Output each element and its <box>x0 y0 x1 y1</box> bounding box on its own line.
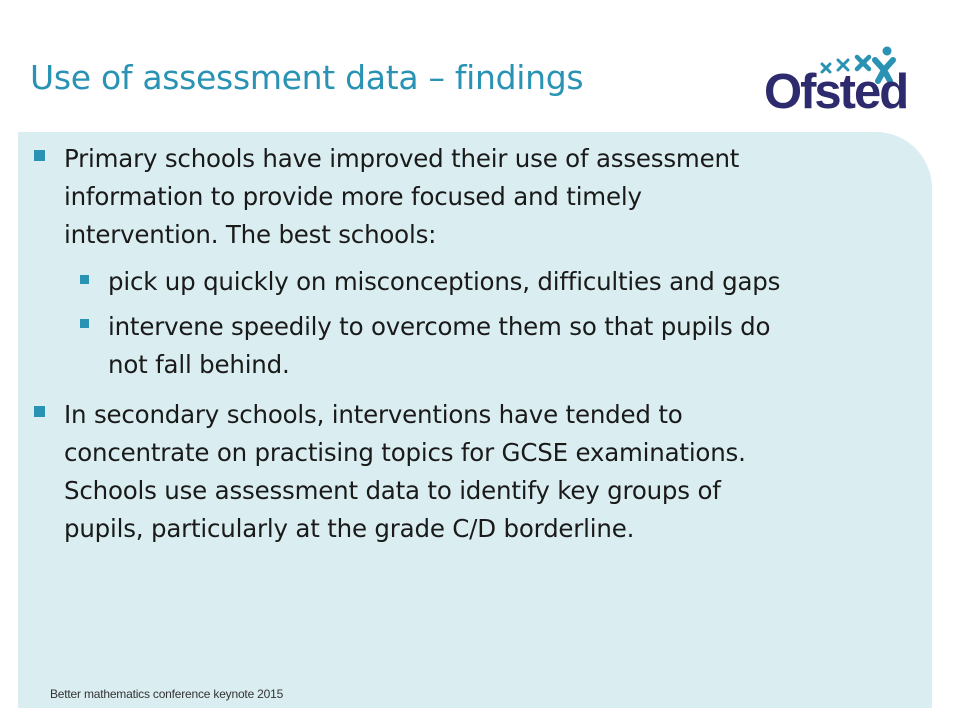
bullet-primary-schools <box>64 140 739 254</box>
bullet-line: Primary schools have improved their use of assessment <box>64 144 740 173</box>
sub-bullet-marker-icon <box>80 319 89 328</box>
bullet-marker-icon <box>34 406 45 417</box>
slide-footer: Better mathematics conference keynote 2015 <box>50 687 284 701</box>
bullet-line: pupils, particularly at the grade C/D borderline. <box>64 514 635 543</box>
bullet-line: Schools use assessment data to identify key groups of <box>64 476 721 505</box>
bullet-line: In secondary schools, interventions have tended to <box>64 400 683 429</box>
bullet-secondary-schools <box>64 396 746 548</box>
logo-wordmark: Ofsted <box>764 65 908 119</box>
ofsted-logo <box>762 44 912 124</box>
bullet-line: information to provide more focused and timely <box>64 182 642 211</box>
bullet-line: intervene speedily to overcome them so that pupils do <box>108 312 771 341</box>
slide-title: Use of assessment data – findings <box>30 58 584 97</box>
sub-bullet-misconceptions <box>108 263 780 301</box>
sub-bullet-intervene <box>108 308 770 384</box>
bullet-line: not fall behind. <box>108 350 290 379</box>
bullet-marker-icon <box>34 150 45 161</box>
bullet-line: pick up quickly on misconceptions, difficulties and gaps <box>108 267 781 296</box>
bullet-line: concentrate on practising topics for GCSE examinations. <box>64 438 746 467</box>
bullet-line: intervention. The best schools: <box>64 220 437 249</box>
sub-bullet-marker-icon <box>80 275 89 284</box>
